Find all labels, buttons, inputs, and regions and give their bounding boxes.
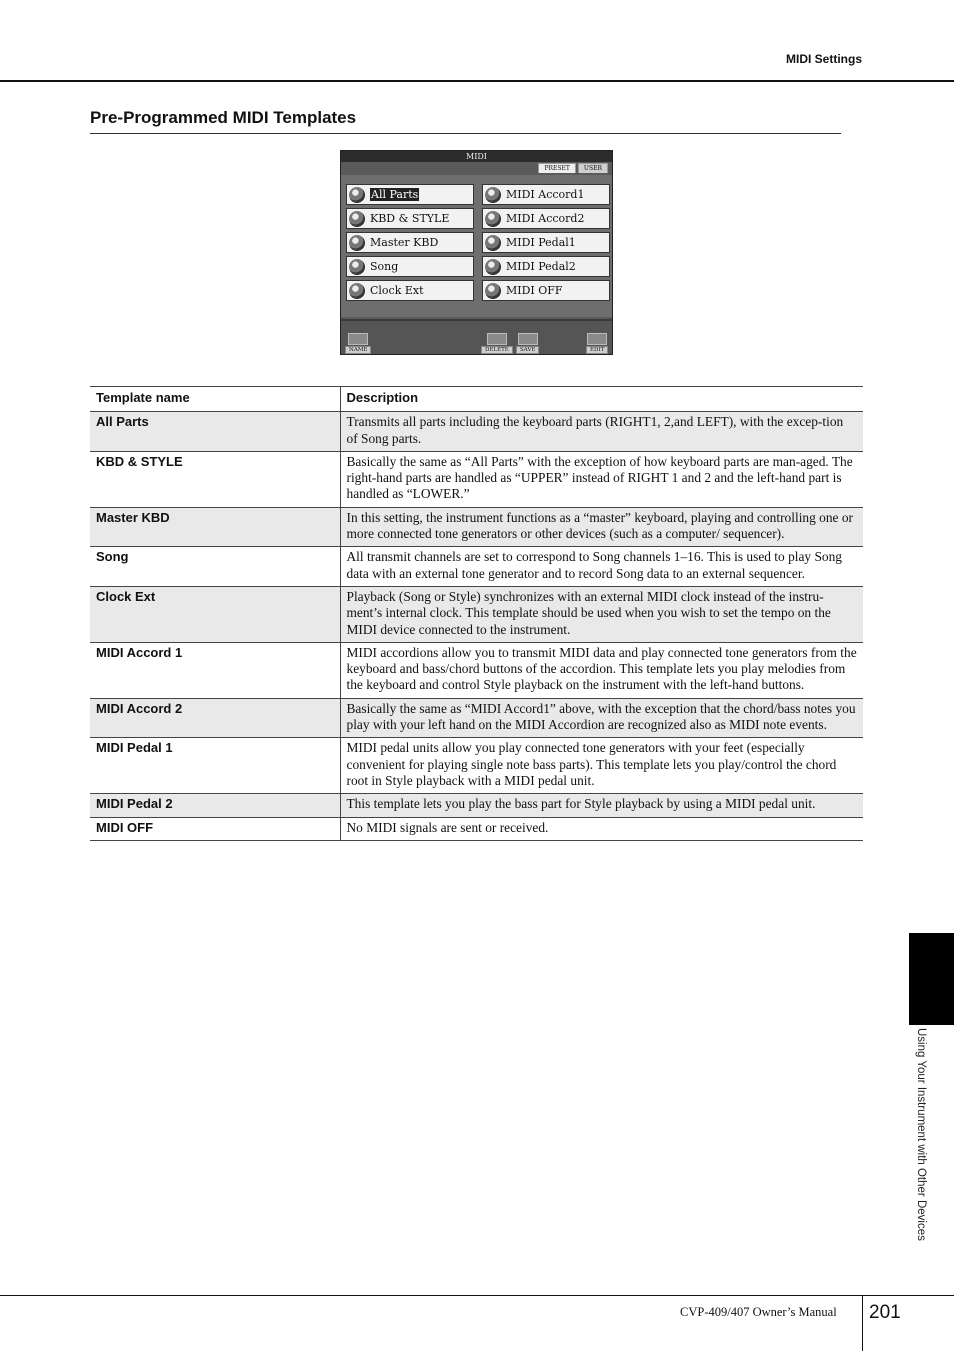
name-control-label: NAME [345, 346, 371, 354]
top-rule [0, 80, 954, 82]
table-row [90, 586, 863, 642]
delete-control[interactable] [481, 333, 513, 354]
table-row [90, 412, 863, 452]
table-row [90, 698, 863, 738]
running-head: MIDI Settings [785, 52, 862, 66]
table-body [90, 412, 863, 841]
table-row [90, 547, 863, 587]
template-name-cell: MIDI Accord 2 [90, 698, 340, 738]
description-cell: Transmits all parts including the keyboard parts (RIGHT1, 2,and LEFT), with the excep-tion of Song parts. [346, 414, 844, 446]
template-name-cell: KBD & STYLE [90, 451, 340, 507]
table-header-row [90, 387, 863, 412]
template-button[interactable] [482, 280, 610, 301]
tab-preset[interactable]: PRESET [538, 163, 575, 173]
section-rule [90, 133, 841, 134]
table-row [90, 817, 863, 840]
header-template-name: Template name [90, 387, 340, 412]
template-button[interactable] [482, 184, 610, 205]
template-button[interactable] [346, 256, 474, 277]
screen-tabs [538, 163, 608, 173]
description-cell: No MIDI signals are sent or received. [346, 819, 549, 835]
save-control-label: SAVE [516, 346, 539, 354]
template-button-label: MIDI Pedal2 [506, 260, 576, 273]
midi-templates-table [90, 386, 863, 841]
template-name-cell: Master KBD [90, 507, 340, 547]
description-cell: In this setting, the instrument functions as a “master” keyboard, playing and controlling one or more connected tone generators or other devices (such as a computer/ sequencer). [346, 509, 853, 542]
template-icon [349, 283, 365, 299]
manual-title: CVP-409/407 Owner’s Manual [680, 1305, 837, 1319]
template-name-cell: Clock Ext [90, 586, 340, 642]
template-button-label: Clock Ext [370, 284, 424, 297]
template-icon [485, 187, 501, 203]
template-button-label: All Parts [371, 188, 419, 201]
template-name-cell: MIDI OFF [90, 817, 340, 840]
edit-control-label: EDIT [586, 346, 608, 354]
name-control[interactable] [345, 333, 371, 354]
template-icon [485, 259, 501, 275]
description-cell: MIDI accordions allow you to transmit MIDI data and play connected tone generators from the keyboard and bass/chord buttons of the accordion. This template lets you play melodies from the keyboard and control Style playback on the instrument with the left-hand buttons. [346, 644, 857, 693]
table-row [90, 794, 863, 817]
chapter-tab-label: Using Your Instrument with Other Devices [915, 1028, 927, 1241]
midi-screen-figure [340, 150, 613, 355]
template-icon [485, 283, 501, 299]
template-name-cell: MIDI Pedal 2 [90, 794, 340, 817]
table-row [90, 738, 863, 794]
template-button-grid [346, 184, 610, 301]
screen-title: MIDI [341, 151, 612, 162]
edit-control[interactable] [586, 333, 608, 354]
template-button[interactable] [346, 184, 474, 205]
template-name-cell: Song [90, 547, 340, 587]
description-cell: Playback (Song or Style) synchronizes with an external MIDI clock instead of the instru-ment’s internal clock. This template should be used when you wish to set the tempo on the MIDI device connected to the instrument. [346, 588, 831, 637]
name-icon [348, 333, 368, 345]
footer-divider [862, 1295, 863, 1351]
description-cell: All transmit channels are set to correspond to Song channels 1–16. This is used to play Song data with an external tone generator and to record Song data to an external sequencer. [346, 549, 843, 581]
trash-icon [487, 333, 507, 345]
template-button-label: MIDI Accord1 [506, 188, 585, 201]
template-panel [341, 175, 612, 317]
template-icon [349, 259, 365, 275]
template-icon [349, 211, 365, 227]
template-button-label: Master KBD [370, 236, 439, 249]
template-button[interactable] [482, 256, 610, 277]
header-description: Description [346, 390, 419, 405]
description-cell: Basically the same as “All Parts” with the exception of how keyboard parts are man-aged. The right-hand parts are handled as “UPPER” instead of RIGHT 1 and 2 and the left-hand part is handled as “LOWER.” [346, 453, 853, 502]
template-name-cell: MIDI Pedal 1 [90, 738, 340, 794]
save-control[interactable] [516, 333, 539, 354]
template-button-label: MIDI Pedal1 [506, 236, 576, 249]
screen-control-bar [341, 319, 612, 355]
page-number: 201 [869, 1302, 901, 1323]
template-button-label: Song [370, 260, 399, 273]
template-icon [349, 235, 365, 251]
footer-rule [0, 1295, 954, 1296]
template-icon [349, 187, 365, 203]
template-name-cell: MIDI Accord 1 [90, 642, 340, 698]
template-name-cell: All Parts [90, 412, 340, 452]
description-cell: This template lets you play the bass part for Style playback by using a MIDI pedal unit. [346, 796, 816, 812]
template-button[interactable] [482, 208, 610, 229]
template-button-label: KBD & STYLE [370, 212, 450, 225]
template-icon [485, 235, 501, 251]
template-button-label: MIDI Accord2 [506, 212, 585, 225]
template-button-label: MIDI OFF [506, 284, 563, 297]
table-row [90, 507, 863, 547]
description-cell: MIDI pedal units allow you play connected tone generators with your feet (especially convenient for playing single note bass parts). This template lets you play/control the chord root in Style playback with a MIDI pedal unit. [346, 740, 837, 788]
template-button[interactable] [346, 280, 474, 301]
save-icon [518, 333, 538, 345]
table-row [90, 451, 863, 507]
description-cell: Basically the same as “MIDI Accord1” above, with the exception that the chord/bass notes you play with your left hand on the MIDI Accordion are recognized also as MIDI note events. [346, 700, 856, 733]
table-row [90, 642, 863, 698]
template-icon [485, 211, 501, 227]
chapter-tab [909, 933, 954, 1025]
book-icon [587, 333, 607, 345]
tab-user[interactable]: USER [578, 163, 608, 173]
template-button[interactable] [346, 232, 474, 253]
template-button[interactable] [482, 232, 610, 253]
delete-control-label: DELETE [481, 346, 513, 354]
template-button[interactable] [346, 208, 474, 229]
section-title: Pre-Programmed MIDI Templates [90, 108, 357, 127]
